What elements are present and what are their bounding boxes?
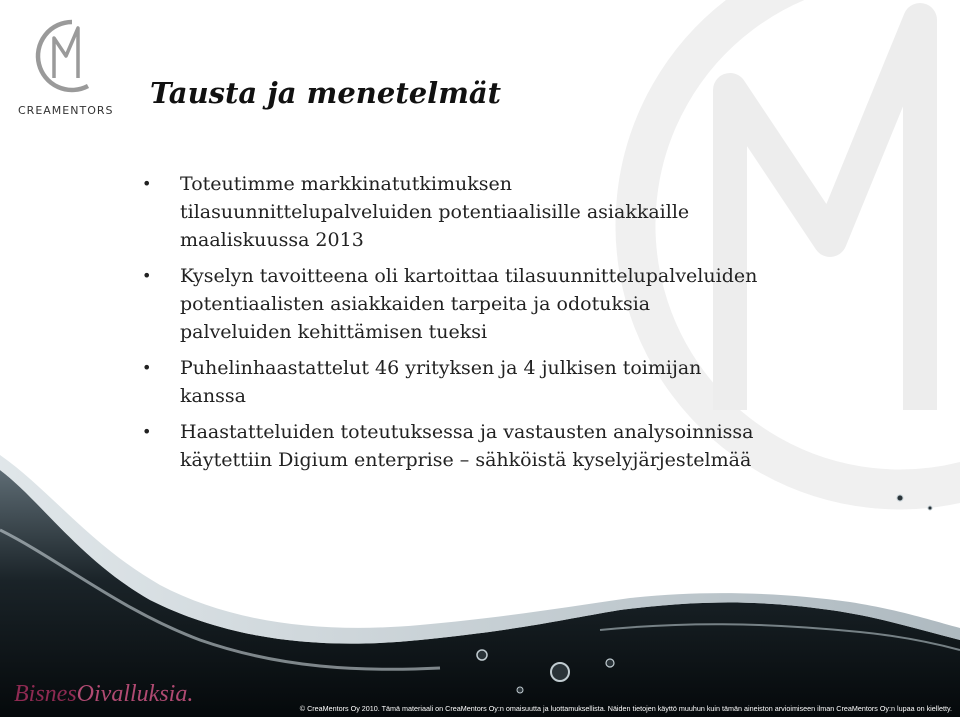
creamentors-logo <box>18 16 128 117</box>
logo-wordmark: CREAMENTORS <box>18 104 114 117</box>
bullet-item <box>142 262 882 346</box>
bullet-item <box>142 170 882 254</box>
footer-copyright: © CreaMentors Oy 2010. Tämä materiaali on CreaMentors Oy:n omaisuutta ja luottamuksellista. Näiden tietojen käyttö muuhun kuin tämän aineiston arvioimiseen ilman CreaMentors Oy:n lupaa on kielletty. <box>299 704 952 713</box>
bullet-line: Toteutimme markkinatutkimuksen <box>180 173 512 195</box>
brand-tagline <box>14 681 193 708</box>
brand-part-2: Oivalluksia. <box>76 681 194 707</box>
bullet-line: tilasuunnittelupalveluiden potentiaalisille asiakkaille <box>180 201 690 223</box>
brand-part-1: Bisnes <box>14 681 77 707</box>
bullet-line: käytettiin Digium enterprise – sähköistä kyselyjärjestelmää <box>180 449 752 471</box>
bullet-line: Kyselyn tavoitteena oli kartoittaa tilasuunnittelupalveluiden <box>180 265 758 287</box>
bullet-icon: • <box>142 358 152 377</box>
bullet-line: Haastatteluiden toteutuksessa ja vastausten analysoinnissa <box>180 421 754 443</box>
bullet-line: palveluiden kehittämisen tueksi <box>180 321 488 343</box>
bullet-icon: • <box>142 174 152 193</box>
bullet-line: potentiaalisten asiakkaiden tarpeita ja odotuksia <box>180 293 651 315</box>
bullet-list <box>142 170 882 482</box>
bullet-line: kanssa <box>180 385 246 407</box>
bullet-line: maaliskuussa 2013 <box>180 229 364 251</box>
bullet-line: Puhelinhaastattelut 46 yrityksen ja 4 julkisen toimijan <box>180 357 702 379</box>
slide-title: Tausta ja menetelmät <box>150 76 502 110</box>
bullet-item <box>142 418 882 474</box>
bullet-icon: • <box>142 266 152 285</box>
bullet-item <box>142 354 882 410</box>
bullet-icon: • <box>142 422 152 441</box>
creamentors-logo-icon <box>22 16 104 98</box>
